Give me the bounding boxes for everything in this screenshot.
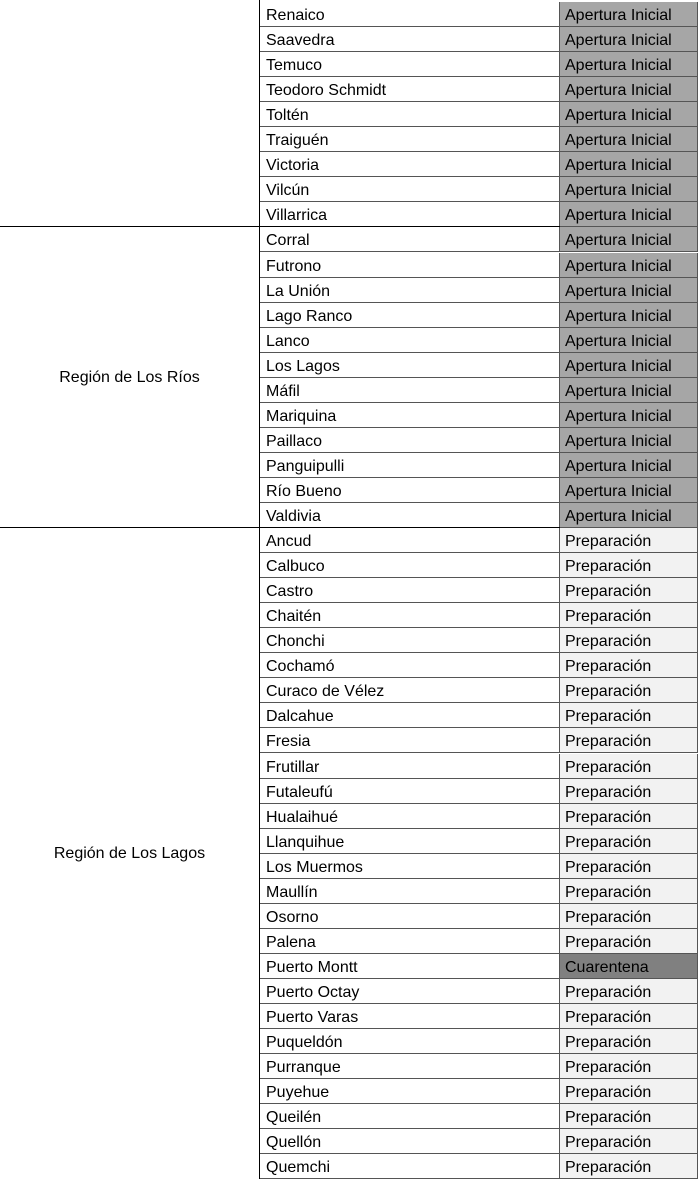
table-row	[260, 52, 700, 77]
table-row	[260, 303, 700, 328]
region-name: Región de Los Ríos	[59, 368, 200, 386]
commune-name: Puerto Montt	[260, 954, 560, 979]
region-name: Región de Los Lagos	[53, 844, 206, 862]
phase-cell: Preparación	[559, 528, 698, 553]
commune-name: Puerto Octay	[260, 979, 560, 1004]
phase-cell: Apertura Inicial	[559, 77, 698, 102]
commune-name: Quellón	[260, 1129, 560, 1154]
commune-name: Río Bueno	[260, 478, 560, 503]
commune-name: Purranque	[260, 1054, 560, 1079]
table-row	[260, 653, 700, 678]
table-row	[260, 227, 700, 252]
table-row	[260, 628, 700, 653]
commune-name: Renaico	[260, 2, 560, 27]
table-row	[260, 929, 700, 954]
phase-cell: Preparación	[559, 1029, 698, 1054]
commune-name: Hualaihué	[260, 804, 560, 829]
phase-cell: Preparación	[559, 1129, 698, 1154]
commune-name: La Unión	[260, 278, 560, 303]
phase-cell: Apertura Inicial	[559, 478, 698, 503]
commune-name: Los Muermos	[260, 854, 560, 879]
table-row	[260, 27, 700, 52]
table-row	[260, 578, 700, 603]
table-row	[260, 253, 700, 278]
commune-name: Cochamó	[260, 653, 560, 678]
commune-name: Máfil	[260, 378, 560, 403]
phase-cell: Apertura Inicial	[559, 202, 698, 227]
table-row	[260, 754, 700, 779]
phase-cell: Apertura Inicial	[559, 303, 698, 328]
commune-name: Futrono	[260, 253, 560, 278]
commune-name: Panguipulli	[260, 453, 560, 478]
commune-name: Frutillar	[260, 754, 560, 779]
phase-cell: Preparación	[559, 703, 698, 728]
commune-name: Lanco	[260, 328, 560, 353]
region-cell	[0, 528, 260, 1179]
table-row	[260, 829, 700, 854]
phase-cell: Preparación	[559, 1054, 698, 1079]
commune-name: Valdivia	[260, 503, 560, 528]
commune-name: Villarrica	[260, 202, 560, 227]
phase-cell: Preparación	[559, 804, 698, 829]
phase-cell: Apertura Inicial	[559, 453, 698, 478]
phase-cell: Preparación	[559, 904, 698, 929]
table-row	[260, 202, 700, 227]
commune-name: Queilén	[260, 1104, 560, 1129]
phase-cell: Apertura Inicial	[559, 102, 698, 127]
phase-cell: Apertura Inicial	[559, 378, 698, 403]
table-row	[260, 1104, 700, 1129]
table-row	[260, 478, 700, 503]
commune-name: Traiguén	[260, 127, 560, 152]
phase-cell: Preparación	[559, 1004, 698, 1029]
commune-name: Corral	[260, 227, 560, 252]
table-row	[260, 703, 700, 728]
phase-cell: Preparación	[559, 578, 698, 603]
commune-name: Calbuco	[260, 553, 560, 578]
phase-cell: Preparación	[559, 603, 698, 628]
commune-name: Puqueldón	[260, 1029, 560, 1054]
phase-cell: Preparación	[559, 779, 698, 804]
phase-cell: Apertura Inicial	[559, 503, 698, 528]
phase-cell: Apertura Inicial	[559, 253, 698, 278]
commune-name: Teodoro Schmidt	[260, 77, 560, 102]
table-row	[260, 1079, 700, 1104]
phase-cell: Apertura Inicial	[559, 353, 698, 378]
commune-name: Palena	[260, 929, 560, 954]
commune-name: Curaco de Vélez	[260, 678, 560, 703]
table-row	[260, 979, 700, 1004]
table-row	[260, 904, 700, 929]
table-row	[260, 954, 700, 979]
phase-cell: Preparación	[559, 628, 698, 653]
table-row	[260, 77, 700, 102]
table-row	[260, 779, 700, 804]
phase-cell: Apertura Inicial	[559, 27, 698, 52]
table-row	[260, 353, 700, 378]
commune-name: Ancud	[260, 528, 560, 553]
table-row	[260, 278, 700, 303]
phase-cell: Apertura Inicial	[559, 278, 698, 303]
phase-cell: Preparación	[559, 879, 698, 904]
phase-cell: Apertura Inicial	[559, 52, 698, 77]
table-row	[260, 428, 700, 453]
commune-name: Maullín	[260, 879, 560, 904]
table-row	[260, 528, 700, 553]
table-row	[260, 2, 700, 27]
commune-name: Castro	[260, 578, 560, 603]
phase-cell: Preparación	[559, 1079, 698, 1104]
commune-name: Puyehue	[260, 1079, 560, 1104]
phase-cell: Preparación	[559, 678, 698, 703]
table-row	[260, 102, 700, 127]
region-cell	[0, 227, 260, 528]
commune-name: Los Lagos	[260, 353, 560, 378]
phase-cell: Apertura Inicial	[559, 2, 698, 27]
phase-cell: Apertura Inicial	[559, 428, 698, 453]
phase-cell: Preparación	[559, 854, 698, 879]
phase-cell: Preparación	[559, 754, 698, 779]
commune-name: Osorno	[260, 904, 560, 929]
commune-name: Lago Ranco	[260, 303, 560, 328]
table-row	[260, 152, 700, 177]
table-row	[260, 879, 700, 904]
commune-name: Vilcún	[260, 177, 560, 202]
phase-cell: Apertura Inicial	[559, 177, 698, 202]
phase-cell: Preparación	[559, 1154, 698, 1179]
phase-cell: Preparación	[559, 1104, 698, 1129]
phase-cell: Apertura Inicial	[559, 127, 698, 152]
commune-name: Quemchi	[260, 1154, 560, 1179]
commune-name: Saavedra	[260, 27, 560, 52]
table-row	[260, 804, 700, 829]
phase-cell: Apertura Inicial	[559, 152, 698, 177]
phase-cell: Apertura Inicial	[559, 403, 698, 428]
commune-name: Dalcahue	[260, 703, 560, 728]
commune-name: Paillaco	[260, 428, 560, 453]
table-row	[260, 1129, 700, 1154]
commune-name: Fresia	[260, 728, 560, 753]
table-row	[260, 553, 700, 578]
table-row	[260, 603, 700, 628]
phase-cell: Apertura Inicial	[559, 227, 698, 252]
phase-cell: Preparación	[559, 929, 698, 954]
commune-name: Temuco	[260, 52, 560, 77]
phase-cell: Preparación	[559, 829, 698, 854]
phase-cell: Preparación	[559, 553, 698, 578]
table-row	[260, 127, 700, 152]
phase-cell: Preparación	[559, 728, 698, 753]
table-row	[260, 177, 700, 202]
table-row	[260, 1154, 700, 1179]
table-row	[260, 1029, 700, 1054]
table-row	[260, 1004, 700, 1029]
table-row	[260, 728, 700, 753]
commune-name: Victoria	[260, 152, 560, 177]
table-row	[260, 403, 700, 428]
commune-name: Futaleufú	[260, 779, 560, 804]
table-row	[260, 328, 700, 353]
table-row	[260, 378, 700, 403]
table-row	[260, 503, 700, 528]
commune-name: Mariquina	[260, 403, 560, 428]
phase-cell: Preparación	[559, 653, 698, 678]
region-cell	[0, 0, 260, 227]
commune-name: Toltén	[260, 102, 560, 127]
table-row	[260, 453, 700, 478]
table-row	[260, 854, 700, 879]
table-row	[260, 678, 700, 703]
phase-cell: Apertura Inicial	[559, 328, 698, 353]
commune-name: Puerto Varas	[260, 1004, 560, 1029]
commune-name: Chaitén	[260, 603, 560, 628]
phase-cell: Preparación	[559, 979, 698, 1004]
commune-name: Llanquihue	[260, 829, 560, 854]
commune-name: Chonchi	[260, 628, 560, 653]
phase-cell: Cuarentena	[559, 954, 698, 979]
table-row	[260, 1054, 700, 1079]
